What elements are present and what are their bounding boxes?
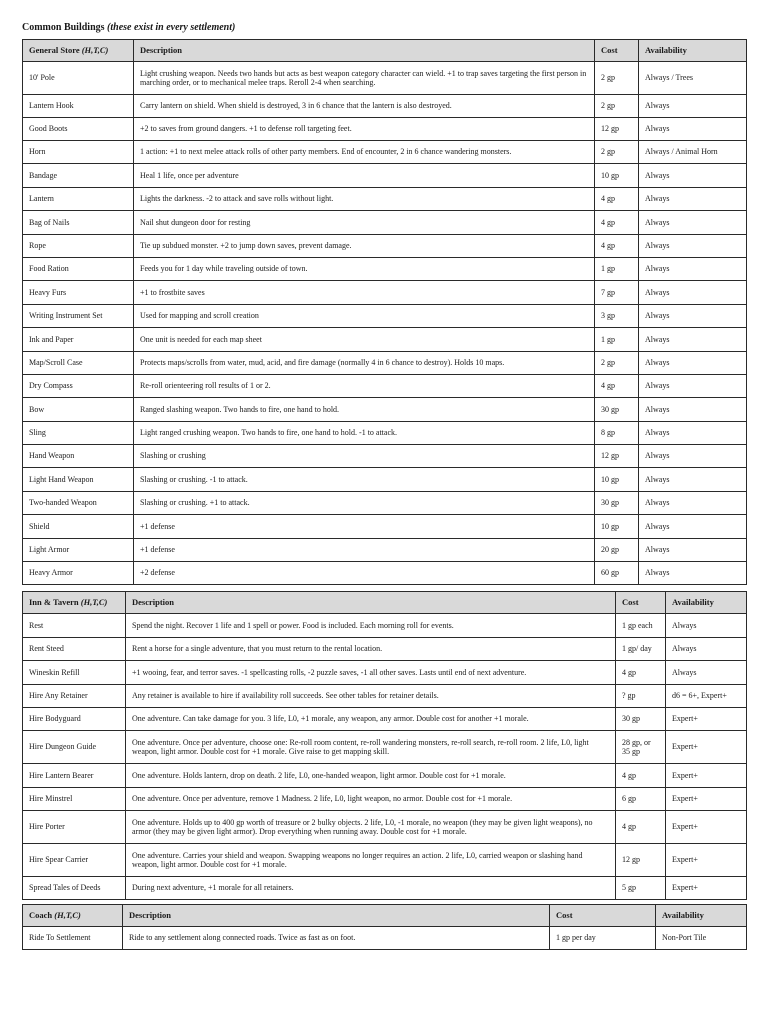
cell-name: Rope [23, 235, 134, 258]
cell-availability: Expert+ [666, 731, 747, 764]
cell-cost: 10 gp [595, 515, 639, 539]
table-row [23, 468, 747, 492]
cell-cost: 30 gp [595, 492, 639, 515]
header-cost: Cost [595, 40, 639, 62]
page-title [22, 22, 235, 33]
cell-description: Ranged slashing weapon. Two hands to fire, one hand to hold. [134, 398, 595, 422]
table-row [23, 398, 747, 422]
table-row [23, 352, 747, 375]
cell-name: Ride To Settlement [23, 927, 123, 950]
shop-name: Inn & Tavern [29, 596, 79, 607]
cell-description: Ride to any settlement along connected roads. Twice as fast as on foot. [123, 927, 550, 950]
shop-tag: (H,T,C) [81, 44, 109, 55]
cell-cost: 12 gp [595, 118, 639, 141]
table-row [23, 811, 747, 844]
cell-cost: 30 gp [616, 708, 666, 731]
table-header-row [23, 905, 747, 927]
table-row [23, 375, 747, 398]
coach-table [22, 904, 747, 950]
table-row [23, 562, 747, 585]
cell-name: Map/Scroll Case [23, 352, 134, 375]
cell-availability: Always / Animal Horn [639, 141, 747, 164]
cell-cost: 4 gp [616, 764, 666, 788]
cell-name: Two-handed Weapon [23, 492, 134, 515]
header-description: Description [126, 592, 616, 614]
cell-availability: Always [639, 562, 747, 585]
table-row [23, 235, 747, 258]
cell-cost: 2 gp [595, 352, 639, 375]
table-row [23, 422, 747, 445]
table-row [23, 708, 747, 731]
page-title-note: (these exist in every settlement) [107, 22, 236, 33]
header-shop-name [23, 40, 134, 62]
cell-availability: Always [639, 445, 747, 468]
cell-description: Heal 1 life, once per adventure [134, 164, 595, 188]
cell-name: Rent Steed [23, 638, 126, 661]
header-shop-name [23, 905, 123, 927]
table-row [23, 305, 747, 328]
table-row [23, 877, 747, 900]
cell-name: Bow [23, 398, 134, 422]
table-row [23, 661, 747, 685]
cell-name: Horn [23, 141, 134, 164]
cell-name: Wineskin Refill [23, 661, 126, 685]
cell-cost: 1 gp each [616, 614, 666, 638]
cell-name: Dry Compass [23, 375, 134, 398]
cell-availability: Always [639, 164, 747, 188]
cell-description: Light ranged crushing weapon. Two hands to fire, one hand to hold. -1 to attack. [134, 422, 595, 445]
cell-name: Bandage [23, 164, 134, 188]
cell-description: Slashing or crushing. -1 to attack. [134, 468, 595, 492]
table-row [23, 164, 747, 188]
cell-description: Spend the night. Recover 1 life and 1 spell or power. Food is included. Each morning roll for events. [126, 614, 616, 638]
cell-availability: Expert+ [666, 708, 747, 731]
cell-cost: 4 gp [595, 211, 639, 235]
cell-description: Rent a horse for a single adventure, that you must return to the rental location. [126, 638, 616, 661]
general-store-table [22, 39, 747, 585]
cell-availability: Always [639, 211, 747, 235]
page-title-main: Common Buildings [22, 22, 105, 33]
header-cost: Cost [550, 905, 656, 927]
cell-cost: 1 gp/ day [616, 638, 666, 661]
table-row [23, 515, 747, 539]
cell-availability: Always [666, 661, 747, 685]
cell-name: Food Ration [23, 258, 134, 281]
cell-description: Feeds you for 1 day while traveling outside of town. [134, 258, 595, 281]
cell-description: Nail shut dungeon door for resting [134, 211, 595, 235]
cell-name: Shield [23, 515, 134, 539]
cell-cost: 4 gp [616, 811, 666, 844]
cell-cost: 20 gp [595, 539, 639, 562]
cell-name: Lantern [23, 188, 134, 211]
header-description: Description [123, 905, 550, 927]
header-cost: Cost [616, 592, 666, 614]
cell-cost: 28 gp, or 35 gp [616, 731, 666, 764]
cell-cost: 5 gp [616, 877, 666, 900]
cell-description: Any retainer is available to hire if availability roll succeeds. See other tables for retainer details. [126, 685, 616, 708]
table-row [23, 638, 747, 661]
table-row [23, 62, 747, 95]
table-row [23, 844, 747, 877]
cell-cost: 8 gp [595, 422, 639, 445]
cell-cost: 1 gp [595, 328, 639, 352]
table-row [23, 141, 747, 164]
cell-name: Sling [23, 422, 134, 445]
cell-description: Protects maps/scrolls from water, mud, acid, and fire damage (normally 4 in 6 chance to destroy). Holds 10 maps. [134, 352, 595, 375]
cell-cost: 10 gp [595, 468, 639, 492]
cell-availability: Always [639, 375, 747, 398]
cell-availability: Always [639, 492, 747, 515]
cell-description: One adventure. Carries your shield and weapon. Swapping weapons no longer requires an action. 2 life, L0, carried weapon or slashing hand weapon, light armor. Double cost for +1 morale. [126, 844, 616, 877]
cell-availability: Non-Port Tile [656, 927, 747, 950]
shop-tag: (H,T,C) [80, 596, 108, 607]
cell-cost: 4 gp [616, 661, 666, 685]
table-row [23, 927, 747, 950]
cell-description: +2 to saves from ground dangers. +1 to defense roll targeting feet. [134, 118, 595, 141]
cell-availability: Always [639, 188, 747, 211]
cell-name: Light Armor [23, 539, 134, 562]
cell-availability: Always [639, 95, 747, 118]
cell-availability: Always [639, 258, 747, 281]
cell-availability: Always [639, 235, 747, 258]
cell-name: Hire Porter [23, 811, 126, 844]
cell-name: Hire Spear Carrier [23, 844, 126, 877]
cell-description: One adventure. Once per adventure, choose one: Re-roll room content, re-roll wandering monsters, re-roll search, re-roll room. 2 life, L0, light weapon, light armor. Double cost for +1 morale. Give raise to get mapping skill. [126, 731, 616, 764]
cell-name: Lantern Hook [23, 95, 134, 118]
cell-description: During next adventure, +1 morale for all retainers. [126, 877, 616, 900]
cell-name: Ink and Paper [23, 328, 134, 352]
table-row [23, 445, 747, 468]
table-row [23, 685, 747, 708]
cell-name: Heavy Armor [23, 562, 134, 585]
cell-availability: Expert+ [666, 788, 747, 811]
cell-description: +1 defense [134, 515, 595, 539]
cell-name: Bag of Nails [23, 211, 134, 235]
cell-availability: Expert+ [666, 877, 747, 900]
cell-description: Light crushing weapon. Needs two hands but acts as best weapon category character can wield. +1 to trap saves targeting the first person in marching order, or to mechanical melee traps. Reroll 2-4 when searching. [134, 62, 595, 95]
table-row [23, 328, 747, 352]
cell-name: Heavy Furs [23, 281, 134, 305]
cell-cost: 2 gp [595, 141, 639, 164]
cell-description: One adventure. Once per adventure, remove 1 Madness. 2 life, L0, light weapon, no armor. Double cost for +1 morale. [126, 788, 616, 811]
cell-name: Hire Any Retainer [23, 685, 126, 708]
cell-availability: Always [639, 539, 747, 562]
cell-availability: Always [639, 118, 747, 141]
table-row [23, 188, 747, 211]
cell-availability: Always [639, 398, 747, 422]
cell-description: Tie up subdued monster. +2 to jump down saves, prevent damage. [134, 235, 595, 258]
table-row [23, 788, 747, 811]
cell-description: Carry lantern on shield. When shield is destroyed, 3 in 6 chance that the lantern is also destroyed. [134, 95, 595, 118]
cell-description: +2 defense [134, 562, 595, 585]
cell-description: Lights the darkness. -2 to attack and save rolls without light. [134, 188, 595, 211]
table-header-row [23, 40, 747, 62]
cell-cost: 4 gp [595, 188, 639, 211]
cell-cost: 4 gp [595, 235, 639, 258]
cell-description: One adventure. Holds lantern, drop on death. 2 life, L0, one-handed weapon, light armor. Double cost for +1 morale. [126, 764, 616, 788]
table-row [23, 539, 747, 562]
cell-cost: 1 gp [595, 258, 639, 281]
cell-cost: 12 gp [595, 445, 639, 468]
cell-name: Hire Bodyguard [23, 708, 126, 731]
cell-description: +1 defense [134, 539, 595, 562]
cell-description: +1 to frostbite saves [134, 281, 595, 305]
header-availability: Availability [656, 905, 747, 927]
cell-description: +1 wooing, fear, and terror saves. -1 spellcasting rolls, -2 puzzle saves, -1 all other saves. Lasts until end of next adventure. [126, 661, 616, 685]
table-row [23, 492, 747, 515]
cell-name: Hire Lantern Bearer [23, 764, 126, 788]
cell-cost: 12 gp [616, 844, 666, 877]
cell-cost: 1 gp per day [550, 927, 656, 950]
cell-availability: Always [666, 638, 747, 661]
cell-name: Good Boots [23, 118, 134, 141]
cell-availability: Expert+ [666, 844, 747, 877]
cell-name: 10' Pole [23, 62, 134, 95]
cell-availability: Always / Trees [639, 62, 747, 95]
cell-name: Spread Tales of Deeds [23, 877, 126, 900]
cell-description: One unit is needed for each map sheet [134, 328, 595, 352]
table-row [23, 281, 747, 305]
cell-description: 1 action: +1 to next melee attack rolls of other party members. End of encounter, 2 in 6 chance wandering monsters. [134, 141, 595, 164]
cell-availability: Always [639, 352, 747, 375]
shop-name: Coach [29, 909, 53, 920]
cell-cost: 2 gp [595, 62, 639, 95]
cell-cost: 7 gp [595, 281, 639, 305]
header-description: Description [134, 40, 595, 62]
cell-availability: Always [666, 614, 747, 638]
cell-availability: Expert+ [666, 764, 747, 788]
table-row [23, 95, 747, 118]
table-row [23, 211, 747, 235]
cell-availability: Always [639, 515, 747, 539]
cell-name: Hand Weapon [23, 445, 134, 468]
table-row [23, 731, 747, 764]
shop-tag: (H,T,C) [54, 909, 81, 920]
cell-name: Light Hand Weapon [23, 468, 134, 492]
cell-description: One adventure. Can take damage for you. 3 life, L0, +1 morale, any weapon, any armor. Double cost for another +1 morale. [126, 708, 616, 731]
cell-description: Slashing or crushing [134, 445, 595, 468]
cell-description: Slashing or crushing. +1 to attack. [134, 492, 595, 515]
cell-availability: Always [639, 468, 747, 492]
cell-availability: Always [639, 281, 747, 305]
header-shop-name [23, 592, 126, 614]
cell-cost: 60 gp [595, 562, 639, 585]
header-availability: Availability [639, 40, 747, 62]
cell-cost: 10 gp [595, 164, 639, 188]
cell-availability: d6 = 6+, Expert+ [666, 685, 747, 708]
table-row [23, 614, 747, 638]
cell-name: Hire Dungeon Guide [23, 731, 126, 764]
cell-name: Hire Minstrel [23, 788, 126, 811]
cell-availability: Always [639, 328, 747, 352]
cell-name: Writing Instrument Set [23, 305, 134, 328]
cell-cost: 6 gp [616, 788, 666, 811]
cell-cost: 30 gp [595, 398, 639, 422]
shop-name: General Store [29, 44, 80, 55]
cell-availability: Expert+ [666, 811, 747, 844]
cell-description: One adventure. Holds up to 400 gp worth of treasure or 2 bulky objects. 2 life, L0, -1 morale, no weapon (they may be given light weapons), no armor (they may be given light armor). Drop everything when running away. Double cost for +1 morale. [126, 811, 616, 844]
table-row [23, 764, 747, 788]
cell-availability: Always [639, 422, 747, 445]
cell-cost: 2 gp [595, 95, 639, 118]
table-header-row [23, 592, 747, 614]
cell-description: Used for mapping and scroll creation [134, 305, 595, 328]
inn-tavern-table [22, 591, 747, 900]
header-availability: Availability [666, 592, 747, 614]
cell-cost: ? gp [616, 685, 666, 708]
cell-availability: Always [639, 305, 747, 328]
table-row [23, 118, 747, 141]
table-row [23, 258, 747, 281]
cell-cost: 3 gp [595, 305, 639, 328]
cell-cost: 4 gp [595, 375, 639, 398]
cell-description: Re-roll orienteering roll results of 1 or 2. [134, 375, 595, 398]
cell-name: Rest [23, 614, 126, 638]
